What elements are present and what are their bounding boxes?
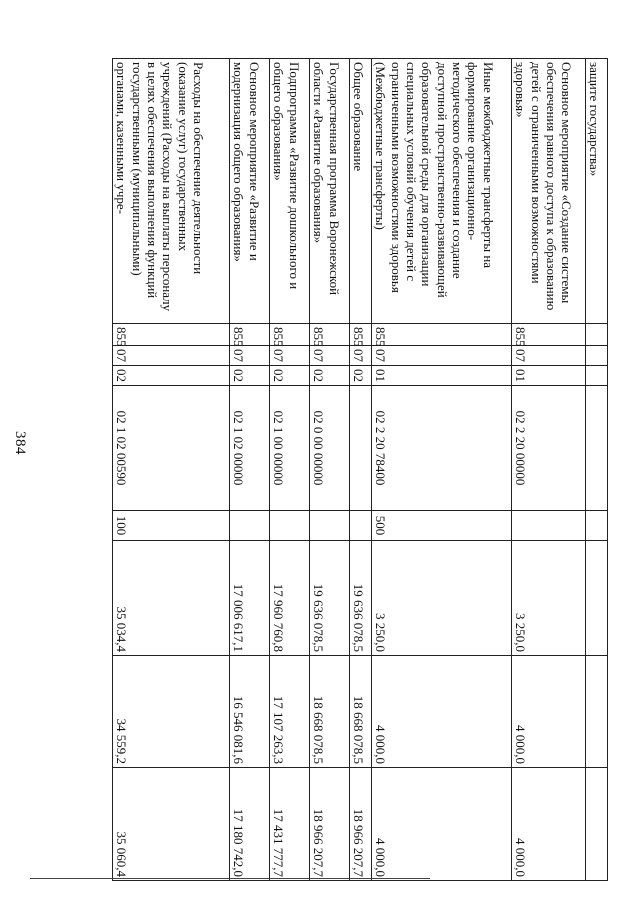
- amount-year1-cell: 17 960 760,8: [270, 541, 310, 656]
- budget-table-rotated: [113, 58, 608, 880]
- table-row: [586, 59, 608, 881]
- subsection-cell: [586, 366, 608, 386]
- subsection-cell: 01: [512, 366, 586, 386]
- amount-year3-cell: 17 180 742,0: [230, 768, 270, 881]
- amount-year2-cell: 16 546 081,6: [230, 656, 270, 768]
- expense-type-cell: [310, 511, 350, 541]
- budget-table: [112, 58, 608, 881]
- row-name: Основное мероприятие «Создание системы обеспечения равного доступа к образованию детей с ограниченными возможностями здоровья»: [512, 59, 586, 324]
- table-row: [350, 59, 372, 881]
- grbs-cell: 855: [512, 324, 586, 346]
- grbs-cell: 855: [310, 324, 350, 346]
- amount-year3-cell: 18 966 207,7: [350, 768, 372, 881]
- section-cell: 07: [230, 346, 270, 366]
- amount-year2-cell: 4 000,0: [512, 656, 586, 768]
- grbs-cell: 855: [230, 324, 270, 346]
- section-cell: 07: [270, 346, 310, 366]
- section-cell: 07: [113, 346, 230, 366]
- expense-type-cell: [230, 511, 270, 541]
- amount-year2-cell: [586, 656, 608, 768]
- page-number: 384: [12, 431, 28, 455]
- amount-year3-cell: 4 000,0: [372, 768, 512, 881]
- target-article-cell: 02 0 00 00000: [310, 386, 350, 511]
- section-cell: 07: [512, 346, 586, 366]
- table-row: [372, 59, 512, 881]
- footer-rule: [30, 878, 430, 879]
- amount-year3-cell: 4 000,0: [512, 768, 586, 881]
- amount-year2-cell: 18 668 078,5: [310, 656, 350, 768]
- expense-type-cell: 500: [372, 511, 512, 541]
- expense-type-cell: [350, 511, 372, 541]
- target-article-cell: [350, 386, 372, 511]
- amount-year1-cell: 3 250,0: [372, 541, 512, 656]
- section-cell: 07: [350, 346, 372, 366]
- grbs-cell: 855: [372, 324, 512, 346]
- amount-year1-cell: 19 636 078,5: [350, 541, 372, 656]
- amount-year3-cell: 18 966 207,7: [310, 768, 350, 881]
- table-row: [310, 59, 350, 881]
- subsection-cell: 02: [310, 366, 350, 386]
- grbs-cell: 855: [350, 324, 372, 346]
- amount-year2-cell: 18 668 078,5: [350, 656, 372, 768]
- amount-year2-cell: 17 107 263,3: [270, 656, 310, 768]
- subsection-cell: 02: [270, 366, 310, 386]
- table-row: [230, 59, 270, 881]
- grbs-cell: 855: [270, 324, 310, 346]
- amount-year1-cell: [586, 541, 608, 656]
- subsection-cell: 01: [372, 366, 512, 386]
- grbs-cell: [586, 324, 608, 346]
- row-name: Подпрограмма «Развитие дошкольного и общего образования»: [270, 59, 310, 324]
- target-article-cell: [586, 386, 608, 511]
- subsection-cell: 02: [230, 366, 270, 386]
- grbs-cell: 855: [113, 324, 230, 346]
- expense-type-cell: 100: [113, 511, 230, 541]
- amount-year2-cell: 34 559,2: [113, 656, 230, 768]
- section-cell: [586, 346, 608, 366]
- expense-type-cell: [270, 511, 310, 541]
- amount-year1-cell: 35 034,4: [113, 541, 230, 656]
- table-row: [270, 59, 310, 881]
- amount-year3-cell: 17 431 777,7: [270, 768, 310, 881]
- amount-year2-cell: 4 000,0: [372, 656, 512, 768]
- amount-year3-cell: [586, 768, 608, 881]
- row-name: Расходы на обеспечение деятельности (оказание услуг) государственных учреждений (Расходы на выплаты персоналу в целях обеспечения выполнения функций государственными (муниципальными) органами, казенными учре-: [113, 59, 230, 324]
- section-cell: 07: [372, 346, 512, 366]
- target-article-cell: 02 1 02 00000: [230, 386, 270, 511]
- expense-type-cell: [512, 511, 586, 541]
- target-article-cell: 02 1 00 00000: [270, 386, 310, 511]
- section-cell: 07: [310, 346, 350, 366]
- row-name: Общее образование: [350, 59, 372, 324]
- amount-year3-cell: 35 060,4: [113, 768, 230, 881]
- subsection-cell: 02: [350, 366, 372, 386]
- row-name: Государственная программа Воронежской области «Развитие образования»: [310, 59, 350, 324]
- amount-year1-cell: 3 250,0: [512, 541, 586, 656]
- row-name: Иные межбюджетные трансферты на формирование организационно-методического обеспечения и создание доступной пространственно-развивающей образовательной среды для организации специальных условий обучения детей с ограниченными возможностями здоровья (Межбюджетные трансферты): [372, 59, 512, 324]
- amount-year1-cell: 17 006 617,1: [230, 541, 270, 656]
- target-article-cell: 02 2 20 78400: [372, 386, 512, 511]
- table-row: [512, 59, 586, 881]
- target-article-cell: 02 1 02 00590: [113, 386, 230, 511]
- target-article-cell: 02 2 20 00000: [512, 386, 586, 511]
- row-name: защите государства»: [586, 59, 608, 324]
- amount-year1-cell: 19 636 078,5: [310, 541, 350, 656]
- row-name: Основное мероприятие «Развитие и модернизация общего образования»: [230, 59, 270, 324]
- expense-type-cell: [586, 511, 608, 541]
- table-row: [113, 59, 230, 881]
- subsection-cell: 02: [113, 366, 230, 386]
